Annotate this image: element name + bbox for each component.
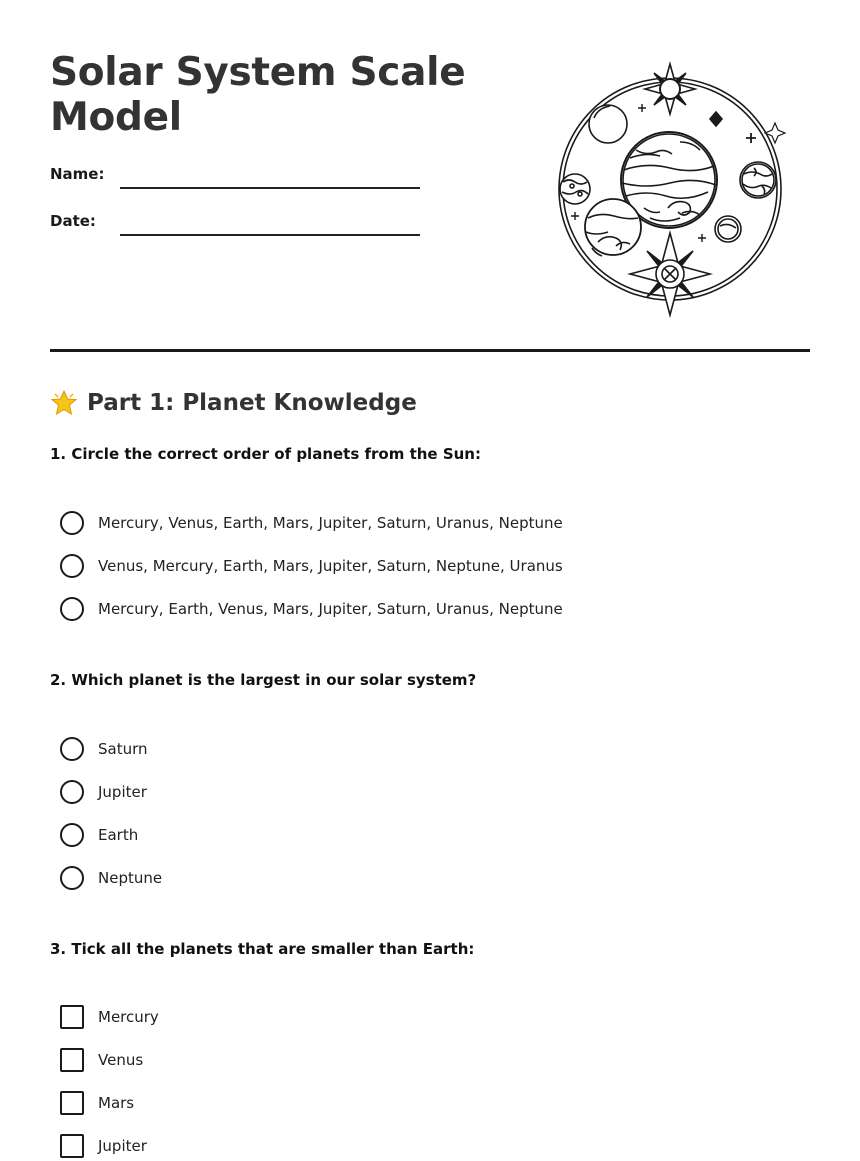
part1-heading-text: Part 1: Planet Knowledge [87, 390, 417, 416]
radio-button[interactable] [60, 780, 84, 804]
question-1: 1. Circle the correct order of planets from the Sun: [50, 445, 481, 463]
checkbox[interactable] [60, 1091, 84, 1115]
section-divider [50, 349, 810, 352]
part1-heading [50, 386, 417, 420]
date-underline [120, 234, 420, 236]
q2-option[interactable] [60, 736, 148, 762]
option-label: Earth [98, 826, 139, 844]
option-label: Saturn [98, 740, 148, 758]
compass-star-icon [630, 233, 710, 315]
option-label: Jupiter [98, 1137, 147, 1155]
option-label: Mercury, Earth, Venus, Mars, Jupiter, Saturn, Uranus, Neptune [98, 600, 563, 618]
option-label: Venus, Mercury, Earth, Mars, Jupiter, Saturn, Neptune, Uranus [98, 557, 563, 575]
name-label: Name: [50, 165, 105, 183]
name-input[interactable] [120, 165, 420, 187]
option-label: Mars [98, 1094, 135, 1112]
option-label: Neptune [98, 869, 163, 887]
radio-button[interactable] [60, 866, 84, 890]
q2-option[interactable] [60, 865, 162, 891]
date-input[interactable] [120, 212, 420, 234]
radio-button[interactable] [60, 823, 84, 847]
q3-option[interactable] [60, 1004, 159, 1030]
q3-option[interactable] [60, 1047, 143, 1073]
option-label: Jupiter [98, 783, 147, 801]
radio-button[interactable] [60, 737, 84, 761]
radio-button[interactable] [60, 597, 84, 621]
solar-system-illustration [550, 58, 790, 320]
q3-option[interactable] [60, 1133, 147, 1159]
radio-button[interactable] [60, 511, 84, 535]
checkbox[interactable] [60, 1048, 84, 1072]
radio-button[interactable] [60, 554, 84, 578]
checkbox[interactable] [60, 1005, 84, 1029]
checkbox[interactable] [60, 1134, 84, 1158]
q2-option[interactable] [60, 779, 147, 805]
option-label: Mercury [98, 1008, 159, 1026]
option-label: Venus [98, 1051, 144, 1069]
option-label: Mercury, Venus, Earth, Mars, Jupiter, Saturn, Uranus, Neptune [98, 514, 563, 532]
question-2: 2. Which planet is the largest in our solar system? [50, 671, 477, 689]
worksheet-title: Solar System Scale Model [50, 50, 466, 140]
q1-option[interactable] [60, 596, 563, 622]
name-underline [120, 187, 420, 189]
name-field [50, 165, 430, 189]
q1-option[interactable] [60, 553, 563, 579]
q1-option[interactable] [60, 510, 563, 536]
question-3: 3. Tick all the planets that are smaller than Earth: [50, 940, 475, 958]
q3-option[interactable] [60, 1090, 134, 1116]
star-icon [50, 389, 78, 417]
q2-option[interactable] [60, 822, 138, 848]
date-label: Date: [50, 212, 96, 230]
sun-icon [645, 64, 695, 114]
date-field [50, 212, 430, 236]
